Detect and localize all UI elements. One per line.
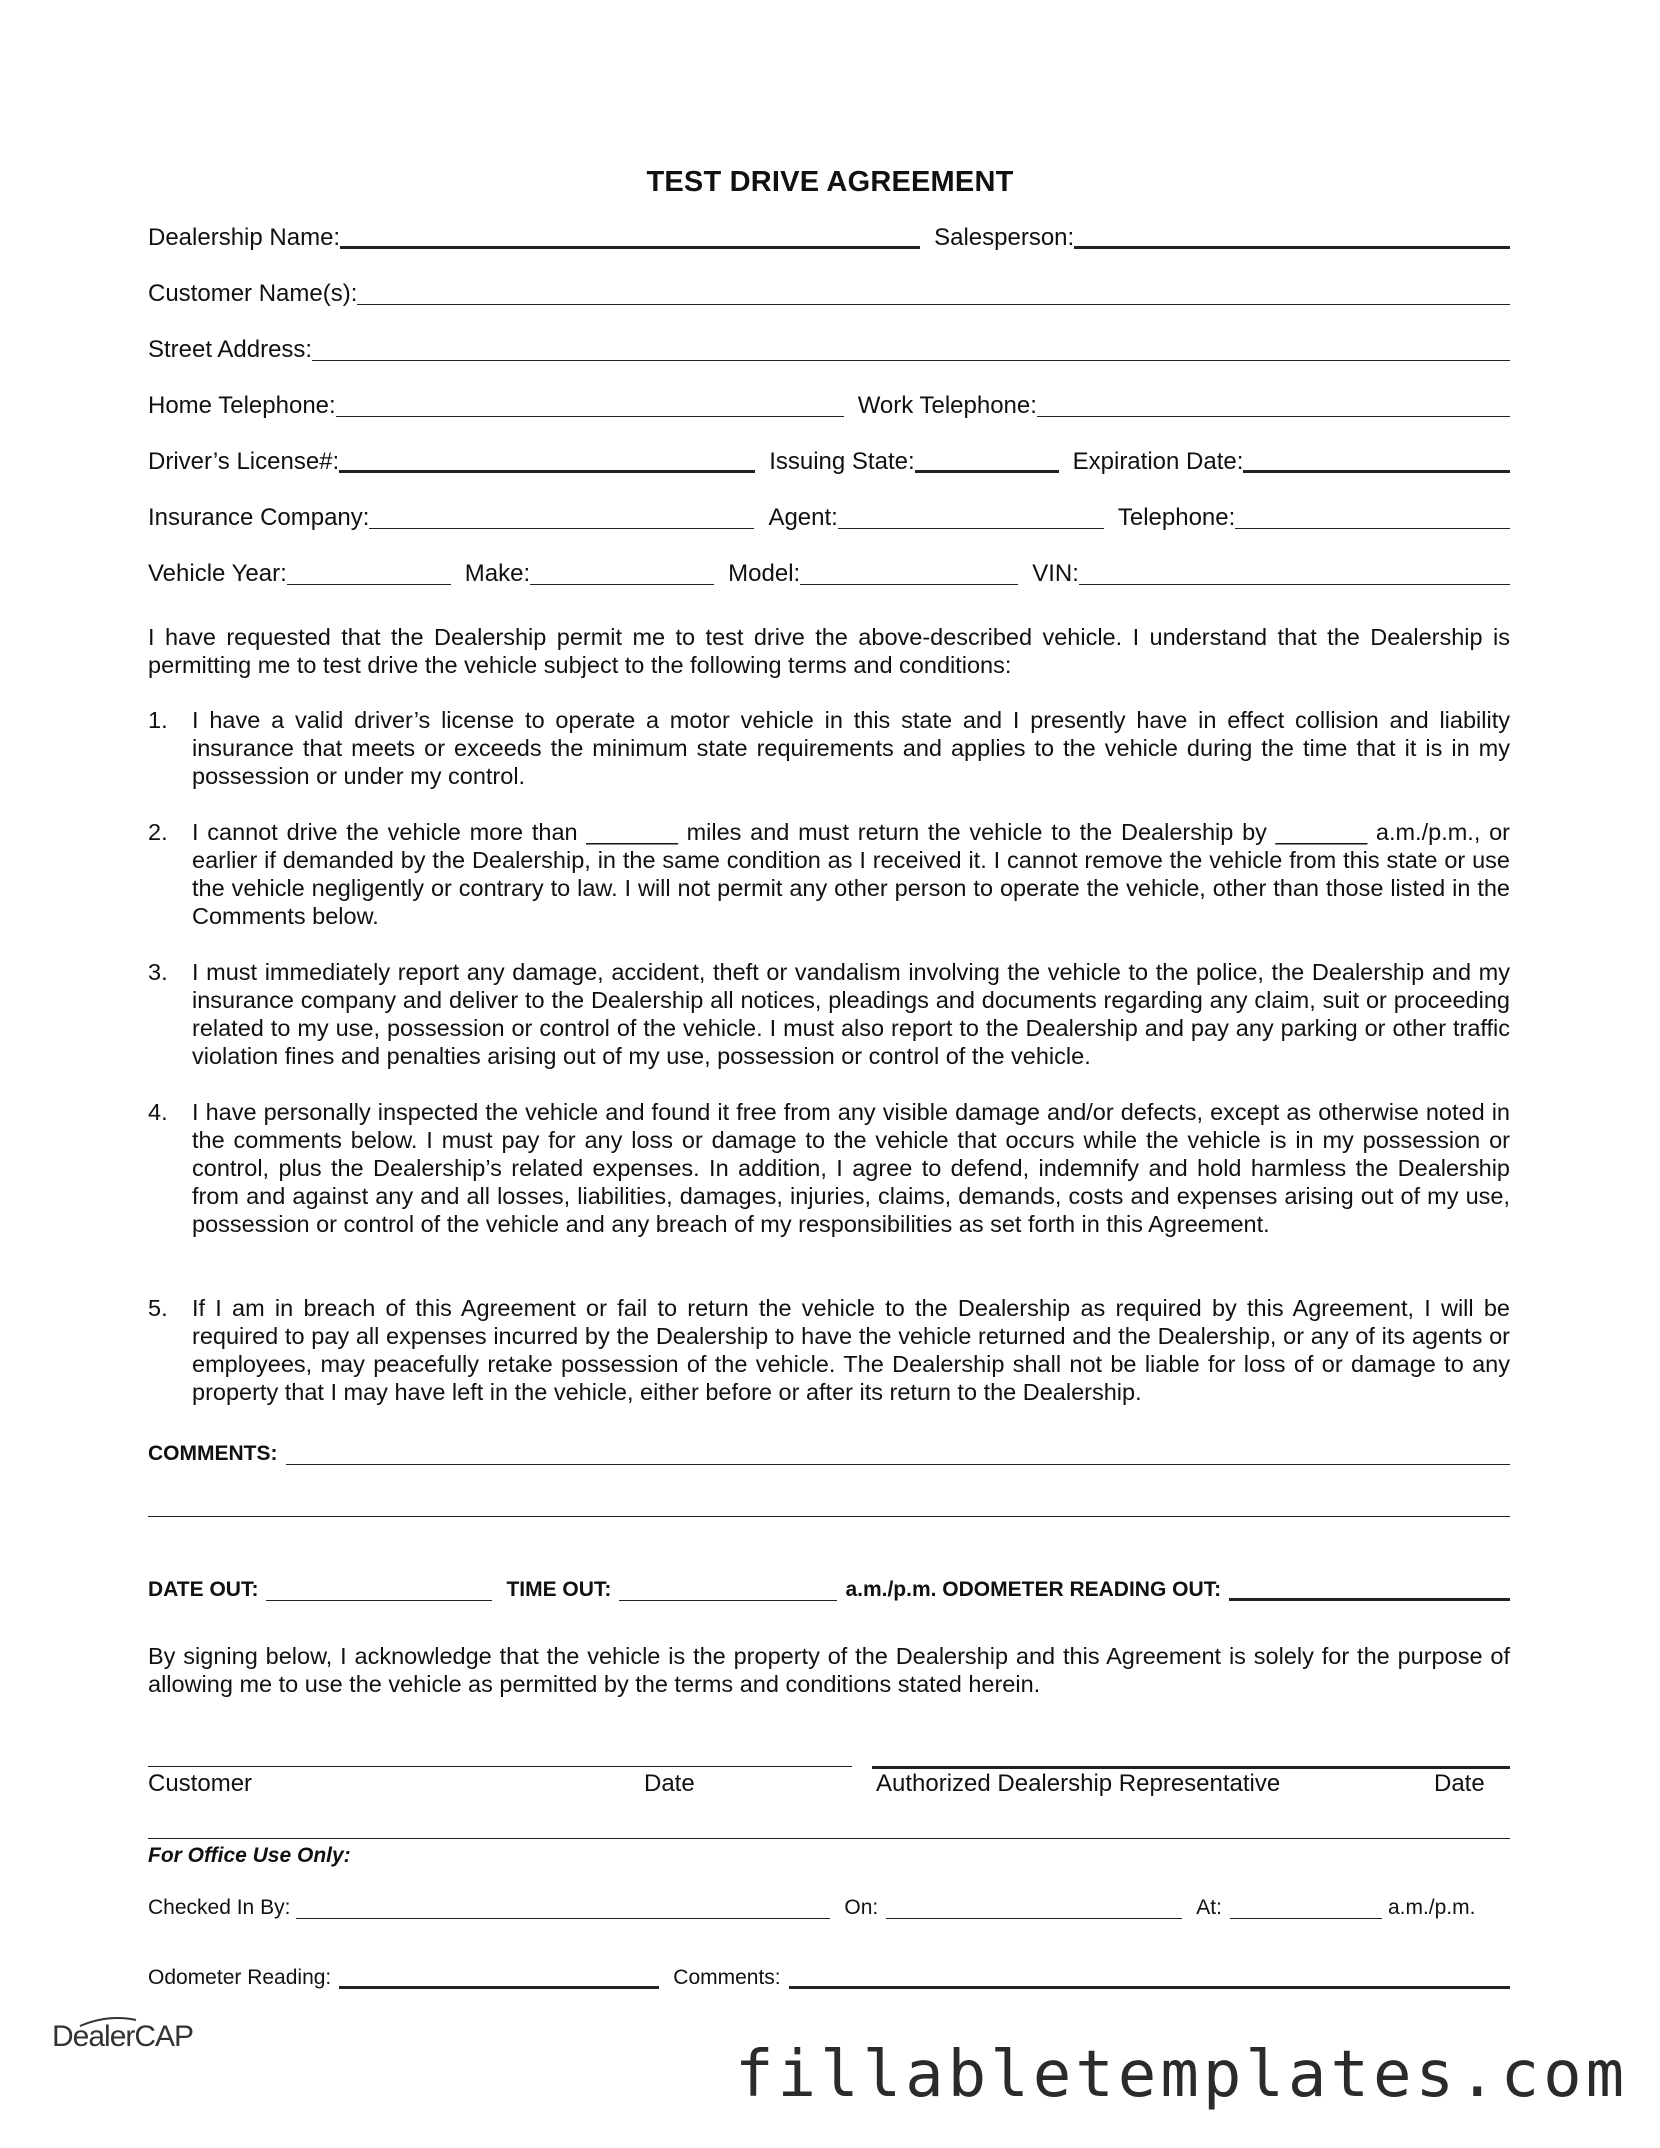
salesperson-label: Salesperson: — [934, 224, 1075, 251]
term-number: 4. — [148, 1099, 168, 1125]
comments-field[interactable] — [286, 1438, 1511, 1465]
agent-label: Agent: — [768, 504, 838, 531]
term-item — [148, 706, 1510, 790]
office-divider — [148, 1838, 1510, 1839]
row-license — [148, 442, 1510, 476]
on-label: On: — [844, 1896, 879, 1919]
make-label: Make: — [464, 560, 531, 587]
row-insurance — [148, 498, 1510, 532]
customer-names-label: Customer Name(s): — [148, 280, 358, 307]
row-odometer — [148, 1958, 1510, 1992]
term-item — [148, 958, 1510, 1070]
term-item — [148, 1294, 1510, 1406]
term-number: 2. — [148, 819, 168, 845]
intro-paragraph: I have requested that the Dealership permit me to test drive the above-described vehicle. I understand that the Dealership is permitting me to test drive the vehicle subject to the following terms and conditions: — [148, 624, 1510, 678]
row-address — [148, 330, 1510, 364]
vin-field[interactable] — [1079, 558, 1510, 585]
customer-date-label: Date — [644, 1770, 695, 1797]
ampm-label: a.m./p.m. — [1387, 1896, 1476, 1919]
odometer-reading-field[interactable] — [339, 1960, 659, 1989]
rep-date-label: Date — [1434, 1770, 1485, 1797]
term-number: 1. — [148, 707, 168, 733]
office-use-heading: For Office Use Only: — [148, 1844, 351, 1867]
dealership-name-field[interactable] — [340, 220, 920, 249]
expiration-date-label: Expiration Date: — [1072, 448, 1244, 475]
page-title: TEST DRIVE AGREEMENT — [646, 166, 1014, 198]
term-number: 5. — [148, 1295, 168, 1321]
on-field[interactable] — [886, 1892, 1182, 1919]
term-text: I have a valid driver’s license to operate a motor vehicle in this state and I presently have in effect collision and liability insurance that meets or exceeds the minimum state requirements and applies to the vehicle during the time that it is in my possession or under my control. — [192, 707, 1510, 789]
term-text: If I am in breach of this Agreement or fail to return the vehicle to the Dealership as required by this Agreement, I will be required to pay all expenses incurred by the Dealership to have the vehicle returned and the Dealership, or any of its agents or employees, may peacefully retake possession of the vehicle. The Dealership shall not be liable for loss of or damage to any property that I may have left in the vehicle, either before or after its return to the Dealership. — [192, 1295, 1510, 1405]
customer-sig-label: Customer — [148, 1770, 253, 1797]
vehicle-year-field[interactable] — [287, 558, 451, 585]
vin-label: VIN: — [1032, 560, 1079, 587]
home-telephone-field[interactable] — [336, 390, 844, 417]
comments-line-2[interactable] — [148, 1516, 1510, 1517]
issuing-state-label: Issuing State: — [769, 448, 915, 475]
rep-sig-label: Authorized Dealership Representative — [876, 1770, 1281, 1797]
home-telephone-label: Home Telephone: — [148, 392, 336, 419]
office-comments-field[interactable] — [789, 1960, 1510, 1989]
telephone-label: Telephone: — [1117, 504, 1236, 531]
drivers-license-field[interactable] — [339, 444, 755, 473]
time-out-field[interactable] — [619, 1574, 837, 1601]
row-telephones — [148, 386, 1510, 420]
drivers-license-label: Driver’s License#: — [148, 448, 340, 475]
row-customer — [148, 274, 1510, 308]
odometer-out-label: a.m./p.m. ODOMETER READING OUT: — [845, 1578, 1222, 1601]
street-address-field[interactable] — [312, 334, 1510, 361]
dealercap-logo: DealerCAP — [52, 2020, 194, 2053]
term-item — [148, 818, 1510, 930]
row-comments — [148, 1434, 1510, 1468]
customer-signature-line[interactable] — [148, 1766, 852, 1767]
street-address-label: Street Address: — [148, 336, 313, 363]
issuing-state-field[interactable] — [915, 444, 1059, 473]
comments-label: COMMENTS: — [148, 1442, 278, 1465]
row-vehicle — [148, 554, 1510, 588]
office-comments-label: Comments: — [673, 1966, 781, 1989]
time-out-label: TIME OUT: — [506, 1578, 612, 1601]
row-date-time-out — [148, 1570, 1510, 1604]
odometer-out-field[interactable] — [1229, 1572, 1510, 1601]
expiration-date-field[interactable] — [1243, 444, 1510, 473]
insurance-company-field[interactable] — [369, 502, 754, 529]
term-text: I must immediately report any damage, accident, theft or vandalism involving the vehicle to the police, the Dealership and my insurance company and deliver to the Dealership all notices, pleadings and documents regarding any claim, suit or proceeding related to my use, possession or control of the vehicle. I must also report to the Dealership and pay any parking or other traffic violation fines and penalties arising out of my use, possession or control of the vehicle. — [192, 959, 1510, 1069]
salesperson-field[interactable] — [1074, 220, 1510, 249]
make-field[interactable] — [530, 558, 714, 585]
date-out-label: DATE OUT: — [148, 1578, 259, 1601]
date-out-field[interactable] — [266, 1574, 492, 1601]
work-telephone-field[interactable] — [1037, 390, 1510, 417]
insurance-company-label: Insurance Company: — [148, 504, 370, 531]
term-item — [148, 1098, 1510, 1238]
term-number: 3. — [148, 959, 168, 985]
vehicle-year-label: Vehicle Year: — [148, 560, 287, 587]
checked-in-by-label: Checked In By: — [148, 1896, 291, 1919]
odometer-reading-label: Odometer Reading: — [148, 1966, 332, 1989]
row-checked-in — [148, 1888, 1510, 1922]
at-field[interactable] — [1230, 1892, 1382, 1919]
customer-names-field[interactable] — [357, 278, 1510, 305]
agent-field[interactable] — [838, 502, 1104, 529]
model-field[interactable] — [800, 558, 1018, 585]
telephone-field[interactable] — [1235, 502, 1510, 529]
work-telephone-label: Work Telephone: — [857, 392, 1037, 419]
row-dealership — [148, 218, 1510, 252]
model-label: Model: — [728, 560, 801, 587]
at-label: At: — [1196, 1896, 1222, 1919]
acknowledge-paragraph: By signing below, I acknowledge that the vehicle is the property of the Dealership and this Agreement is solely for the purpose of allowing me to use the vehicle as permitted by the terms and conditions stated herein. — [148, 1643, 1510, 1697]
dealership-name-label: Dealership Name: — [148, 224, 341, 251]
rep-signature-line[interactable] — [872, 1766, 1510, 1769]
watermark: fillabletemplates.com — [735, 2038, 1629, 2112]
checked-in-by-field[interactable] — [296, 1892, 830, 1919]
term-text: I have personally inspected the vehicle and found it free from any visible damage and/or defects, except as otherwise noted in the comments below. I must pay for any loss or damage to the vehicle that occurs while the vehicle is in my possession or control, plus the Dealership’s related expenses. In addition, I agree to defend, indemnify and hold harmless the Dealership from and against any and all losses, liabilities, damages, injuries, claims, demands, costs and expenses arising out of my use, possession or control of the vehicle and any breach of my responsibilities as set forth in this Agreement. — [192, 1099, 1510, 1237]
term-text: I cannot drive the vehicle more than _______ miles and must return the vehicle to the Dealership by _______ a.m./p.m., or earlier if demanded by the Dealership, in the same condition as I received it. I cannot remove the vehicle from this state or use the vehicle negligently or contrary to law. I will not permit any other person to operate the vehicle, other than those listed in the Comments below. — [192, 819, 1510, 929]
